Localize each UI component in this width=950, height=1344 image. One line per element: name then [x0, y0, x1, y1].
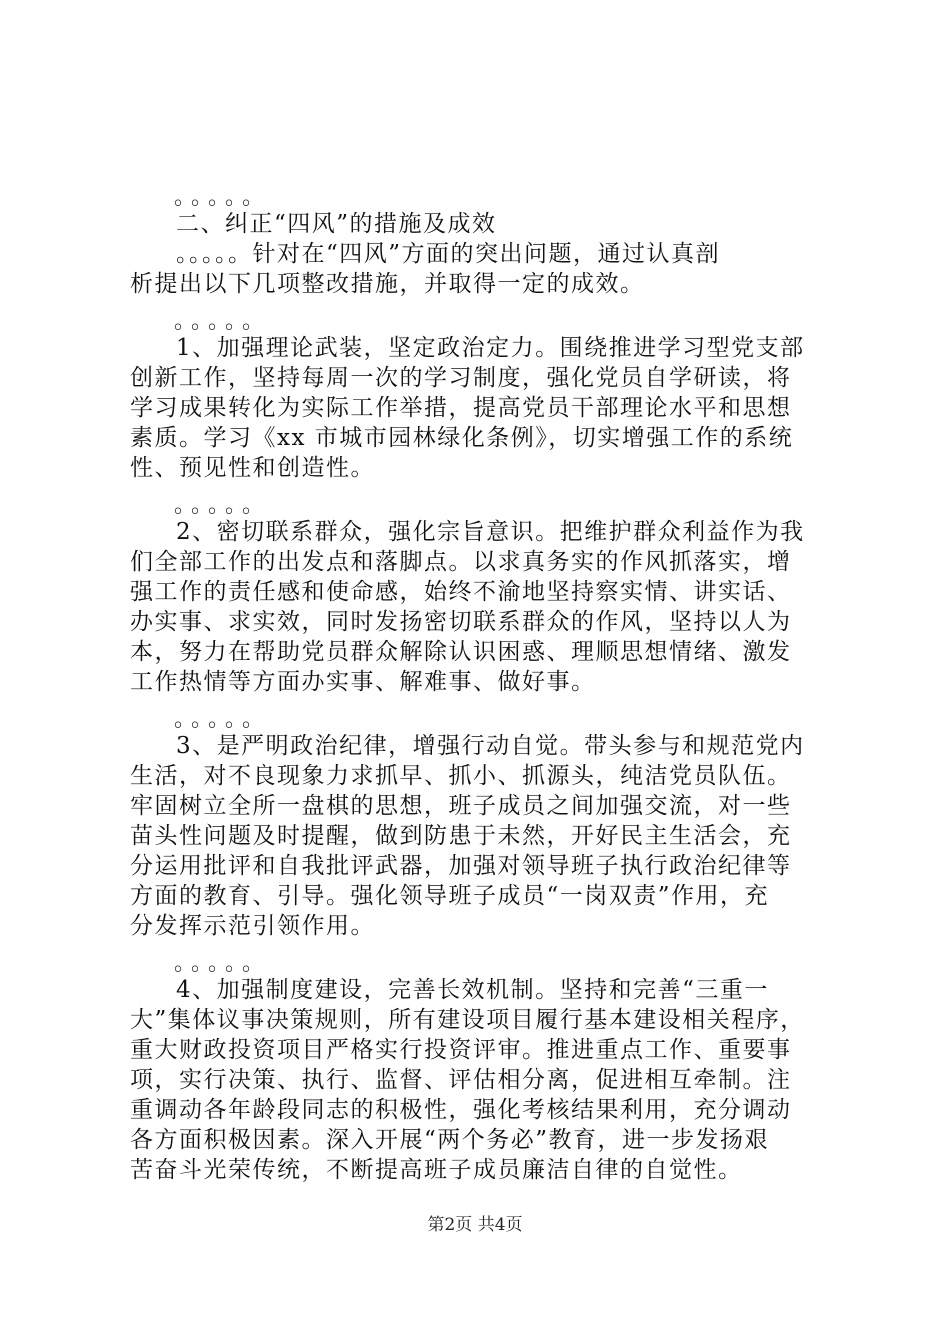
paragraph-line: 性、预见性和创造性。	[130, 455, 375, 481]
paragraph-line: 牢固树立全所一盘棋的思想，班子成员之间加强交流，对一些	[130, 793, 792, 819]
paragraph-line: 分发挥示范引领作用。	[130, 913, 375, 939]
paragraph-line: 苗头性问题及时提醒，做到防患于未然，开好民主生活会，充	[130, 823, 792, 849]
paragraph-item-2	[130, 517, 830, 697]
paragraph-line: 创新工作，坚持每周一次的学习制度，强化党员自学研读，将	[130, 365, 792, 391]
paragraph-line: 素质。学习《xx 市城市园林绿化条例》，切实增强工作的系统	[130, 425, 794, 451]
ellipsis-marker: 。。。。。	[174, 707, 271, 732]
paragraph-line: 本，努力在帮助党员群众解除认识困惑、理顺思想情绪、激发	[130, 639, 792, 665]
paragraph-line: 办实事、求实效，同时发扬密切联系群众的作风，坚持以人为	[130, 609, 792, 635]
page-number-footer: 第2页 共4页	[427, 1215, 523, 1235]
paragraph-line: 们全部工作的出发点和落脚点。以求真务实的作风抓落实，增	[130, 549, 792, 575]
paragraph-line: 重大财政投资项目严格实行投资评审。推进重点工作、重要事	[130, 1037, 792, 1063]
paragraph-line: 苦奋斗光荣传统，不断提高班子成员廉洁自律的自觉性。	[130, 1157, 743, 1183]
document-body	[130, 187, 830, 1185]
ellipsis-marker: 。。。。。	[174, 493, 271, 518]
paragraph-line: 项，实行决策、执行、监督、评估相分离，促进相互牵制。注	[130, 1067, 792, 1093]
intro-paragraph-line: 。。。。。针对在“四风”方面的突出问题，通过认真剖	[176, 241, 721, 267]
paragraph-line: 1、加强理论武装，坚定政治定力。围绕推进学习型党支部	[176, 335, 805, 361]
paragraph-line: 4、加强制度建设，完善长效机制。坚持和完善“三重一	[176, 977, 769, 1003]
paragraph-item-3	[130, 731, 830, 941]
paragraph-line: 3、是严明政治纪律，增强行动自觉。带头参与和规范党内	[176, 733, 805, 759]
ellipsis-marker: 。。。。。	[174, 309, 271, 334]
paragraph-line: 大”集体议事决策规则，所有建设项目履行基本建设相关程序，	[130, 1007, 805, 1033]
intro-paragraph-line: 析提出以下几项整改措施，并取得一定的成效。	[130, 271, 645, 297]
paragraph-line: 工作热情等方面办实事、解难事、做好事。	[130, 669, 596, 695]
ellipsis-marker: 。。。。。	[174, 185, 271, 210]
paragraph-line: 学习成果转化为实际工作举措，提高党员干部理论水平和思想	[130, 395, 792, 421]
paragraph-line: 2、密切联系群众，强化宗旨意识。把维护群众利益作为我	[176, 519, 805, 545]
paragraph-line: 分运用批评和自我批评武器，加强对领导班子执行政治纪律等	[130, 853, 792, 879]
paragraph-item-1	[130, 333, 830, 483]
ellipsis-marker: 。。。。。	[174, 951, 271, 976]
paragraph-line: 方面的教育、引导。强化领导班子成员“一岗双责”作用，充	[130, 883, 770, 909]
paragraph-line: 重调动各年龄段同志的积极性，强化考核结果利用，充分调动	[130, 1097, 792, 1123]
paragraph-item-4	[130, 975, 830, 1185]
paragraph-line: 强工作的责任感和使命感，始终不渝地坚持察实情、讲实话、	[130, 579, 792, 605]
section-heading: 二、纠正“四风”的措施及成效	[176, 211, 497, 237]
paragraph-line: 各方面积极因素。深入开展“两个务必”教育，进一步发扬艰	[130, 1127, 770, 1153]
paragraph-line: 生活，对不良现象力求抓早、抓小、抓源头，纯洁党员队伍。	[130, 763, 792, 789]
